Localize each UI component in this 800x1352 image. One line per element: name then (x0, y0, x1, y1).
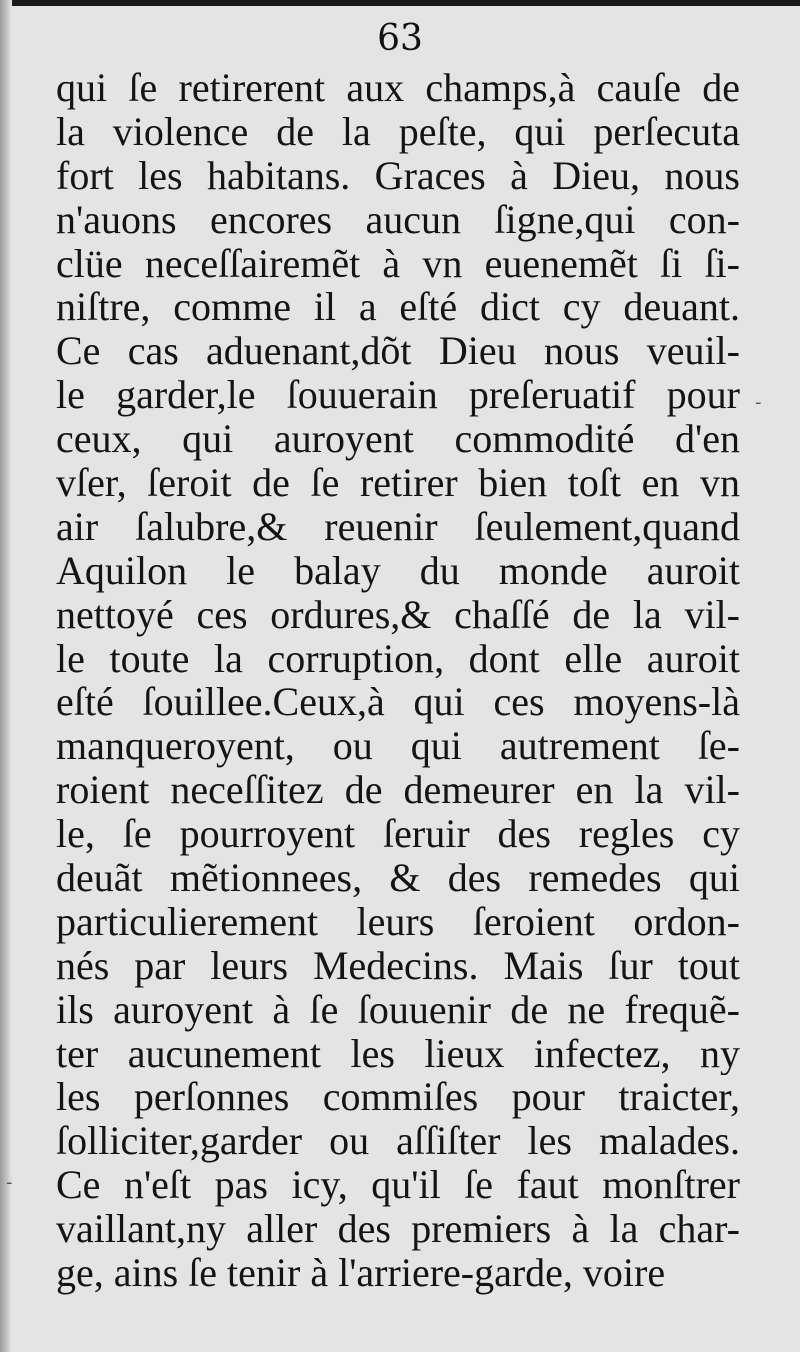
text-line: manqueroyent, ou qui autrement ſe- (56, 724, 740, 769)
text-line: eſté ſouillee.Ceux,à qui ces moyens-là (56, 680, 740, 725)
text-line: le garder,le ſouuerain preſeruatif pour (56, 373, 740, 418)
text-line: la violence de la peſte, qui perſecuta (56, 109, 740, 154)
text-line: roient neceſſitez de demeurer en la vil- (56, 768, 740, 813)
body-text (56, 66, 740, 1295)
text-line: qui ſe retirerent aux champs,à cauſe de (56, 66, 740, 110)
page-number: 63 (377, 18, 423, 59)
margin-dash: - (6, 1172, 13, 1193)
text-line: particulierement leurs ſeroient ordon- (56, 899, 740, 944)
text-line: vaillant,ny aller des premiers à la char- (56, 1207, 740, 1252)
margin-dash: - (755, 392, 762, 413)
page-top-edge (0, 0, 800, 6)
text-line: ceux, qui auroyent commodité d'en (56, 417, 740, 462)
text-line: ſolliciter,garder ou aſſiſter les malades. (56, 1119, 740, 1164)
text-line: ils auroyent à ſe ſouuenir de ne frequẽ- (56, 987, 740, 1032)
text-line: les perſonnes commiſes pour traicter, (56, 1075, 740, 1120)
text-line: n'auons encores aucun ſigne,qui con- (56, 197, 740, 242)
text-line: ge, ains ſe tenir à l'arriere-garde, voire (56, 1251, 666, 1295)
binding-shadow (0, 0, 12, 1352)
text-line: Ce cas aduenant,dõt Dieu nous veuil- (56, 329, 740, 374)
text-line: clüe neceſſairemẽt à vn euenemẽt ſi ſi- (56, 241, 740, 286)
text-line: nettoyé ces ordures,& chaſſé de la vil- (56, 592, 740, 637)
text-line: Aquilon le balay du monde auroit (56, 548, 740, 593)
text-line: vſer, ſeroit de ſe retirer bien toſt en vn (56, 461, 740, 505)
text-line: Ce n'eſt pas icy, qu'il ſe faut monſtrer (56, 1163, 740, 1208)
text-line: le toute la corruption, dont elle auroit (56, 636, 740, 681)
text-line: air ſalubre,& reuenir ſeulement,quand (56, 504, 740, 549)
text-line: niſtre, comme il a eſté dict cy deuant. (56, 285, 740, 330)
text-line: ter aucunement les lieux infectez, ny (56, 1031, 740, 1076)
text-line: fort les habitans. Graces à Dieu, nous (56, 153, 740, 198)
text-line: nés par leurs Medecins. Mais ſur tout (56, 943, 740, 988)
text-line: deuãt mẽtionnees, & des remedes qui (56, 856, 740, 900)
text-line: le, ſe pourroyent ſeruir des regles cy (56, 812, 740, 857)
